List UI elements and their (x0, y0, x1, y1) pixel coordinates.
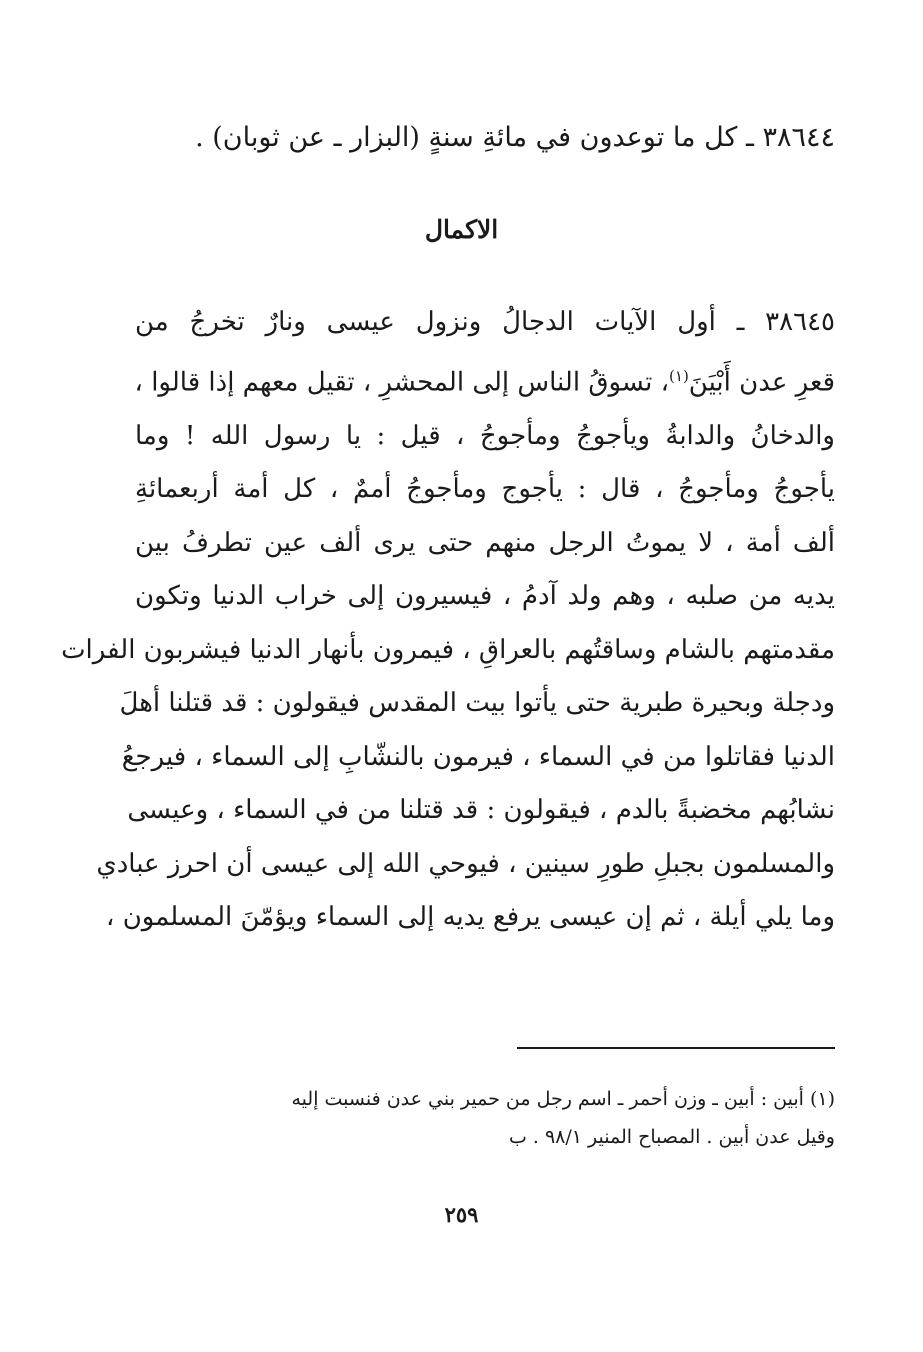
hadith-line: وما يلي أيلة ، ثم إن عيسى يرفع يديه إلى السماء ويؤمّنَ المسلمون ، (106, 902, 835, 933)
footnote-marker: (١) (669, 366, 689, 385)
footnote-line: وقيل عدن أبين . المصباح المنير ٩٨/١ . ب (508, 1126, 835, 1148)
hadith-line: مقدمتهم بالشام وساقتُهم بالعراقِ ، فيمرون بأنهار الدنيا فيشربون الفرات (61, 634, 835, 665)
section-title: الاكمال (424, 215, 499, 244)
hadith-line: يديه من صلبه ، وهم ولد آدمُ ، فيسيرون إلى خراب الدنيا وتكون (135, 581, 835, 612)
hadith-38644: ٣٨٦٤٤ ـ كل ما توعدون في مائةِ سنةٍ (البزار ـ عن ثوبان) . (195, 122, 835, 153)
hadith-line: الدنيا فقاتلوا من في السماء ، فيرمون بالنشّابِ إلى السماء ، فيرجعُ (121, 741, 835, 772)
footnote (125, 1080, 835, 1156)
hadith-line-part: ، تسوقُ الناس إلى المحشرِ ، تقيل معهم إذا قالوا ، (134, 367, 670, 398)
hadith-line: ودجلة وبحيرة طبرية حتى يأتوا بيت المقدس فيقولون : قد قتلنا أهلَ (119, 688, 835, 719)
hadith-line: والمسلمون بجبلِ طورِ سينين ، فيوحي الله إلى عيسى أن احرز عبادي (96, 848, 835, 879)
hadith-line: نشابُهم مخضبةً بالدم ، فيقولون : قد قتلنا من في السماء ، وعيسى (127, 795, 835, 826)
page-number: ٢٥٩ (444, 1202, 479, 1227)
hadith-38645 (61, 296, 835, 945)
hadith-line: ٣٨٦٤٥ ـ أول الآيات الدجالُ ونزول عيسى ونارٌ تخرجُ من (135, 307, 835, 337)
hadith-line (135, 350, 835, 410)
hadith-line-part: قعرِ عدن أَبْيَنَ (688, 367, 835, 398)
hadith-line: والدخانُ والدابةُ ويأجوجُ ومأجوجُ ، قيل : يا رسول الله ! وما (135, 420, 835, 451)
hadith-line: يأجوجُ ومأجوجُ ، قال : يأجوج ومأجوجُ أممٌ ، كل أمة أربعمائةِ (135, 474, 835, 505)
hadith-line: ألف أمة ، لا يموتُ الرجل منهم حتى يرى ألف عين تطرفُ بين (135, 527, 835, 558)
footnote-divider (517, 1047, 835, 1049)
footnote-line: (١) أبين : أبين ـ وزن أحمر ـ اسم رجل من حمير بني عدن فنسبت إليه (291, 1088, 835, 1110)
